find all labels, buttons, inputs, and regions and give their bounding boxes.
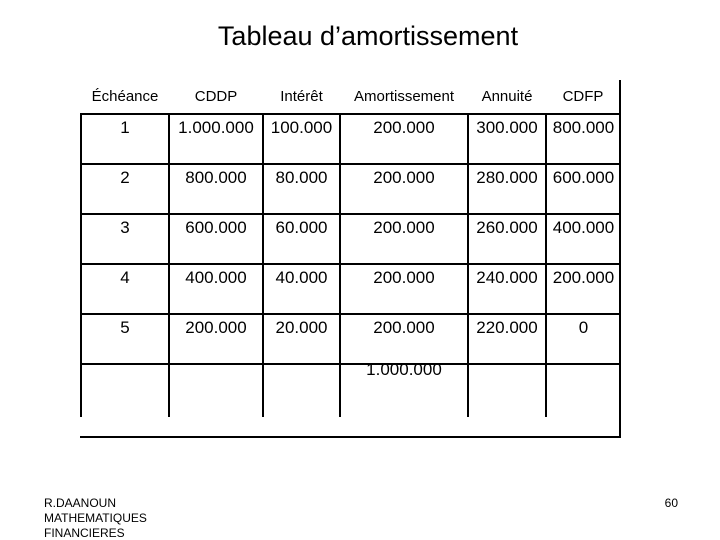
cell-echeance: 4 [81,264,169,314]
cell-echeance: 1 [81,114,169,164]
footer-author-line: MATHEMATIQUES [44,511,147,525]
total-amortissement-cell [340,360,468,417]
cell-cddp: 1.000.000 [169,114,263,164]
table-row [81,214,620,264]
header-amortissement: Amortissement [353,88,455,105]
total-empty-cell [263,364,340,417]
table-row [81,264,620,314]
table-header-row [81,80,620,114]
header-annuite: Annuité [481,88,533,105]
table-row [81,314,620,364]
footer-author-line: R.DAANOUN [44,496,117,510]
cell-amortissement: 200.000 [340,164,468,214]
cell-cddp: 200.000 [169,314,263,364]
footer-author-line: FINANCIERES [44,526,125,540]
cell-amortissement: 200.000 [340,264,468,314]
cell-annuite: 220.000 [468,314,546,364]
header-interet: Intérêt [280,88,323,105]
cell-cddp: 400.000 [169,264,263,314]
amortization-table [80,80,620,417]
cell-interet: 60.000 [263,214,340,264]
header-cdfp: CDFP [562,88,604,105]
cell-cddp: 800.000 [169,164,263,214]
cell-interet: 100.000 [263,114,340,164]
total-empty-cell [169,364,263,417]
page-number: 60 [664,496,678,510]
cell-amortissement: 200.000 [340,314,468,364]
header-echeance: Échéance [91,88,159,105]
footer-author [44,496,204,540]
cell-amortissement: 200.000 [340,214,468,264]
cell-cdfp: 0 [546,314,620,364]
total-row [81,364,620,417]
header-cddp: CDDP [194,88,238,105]
cell-echeance: 3 [81,214,169,264]
page-title: Tableau d’amortissement [217,21,519,51]
table-row [81,164,620,214]
cell-cdfp: 400.000 [546,214,620,264]
cell-annuite: 240.000 [468,264,546,314]
cell-cdfp: 800.000 [546,114,620,164]
cell-interet: 20.000 [263,314,340,364]
amortization-table-frame [80,80,621,438]
cell-interet: 80.000 [263,164,340,214]
cell-amortissement: 200.000 [340,114,468,164]
cell-cdfp: 600.000 [546,164,620,214]
cell-echeance: 2 [81,164,169,214]
cell-interet: 40.000 [263,264,340,314]
total-empty-cell [546,364,620,417]
total-amortissement-value: 1.000.000 [366,360,442,379]
cell-cdfp: 200.000 [546,264,620,314]
total-empty-cell [81,364,169,417]
cell-annuite: 280.000 [468,164,546,214]
cell-annuite: 300.000 [468,114,546,164]
table-row [81,114,620,164]
cell-cddp: 600.000 [169,214,263,264]
cell-annuite: 260.000 [468,214,546,264]
cell-echeance: 5 [81,314,169,364]
total-empty-cell [468,364,546,417]
